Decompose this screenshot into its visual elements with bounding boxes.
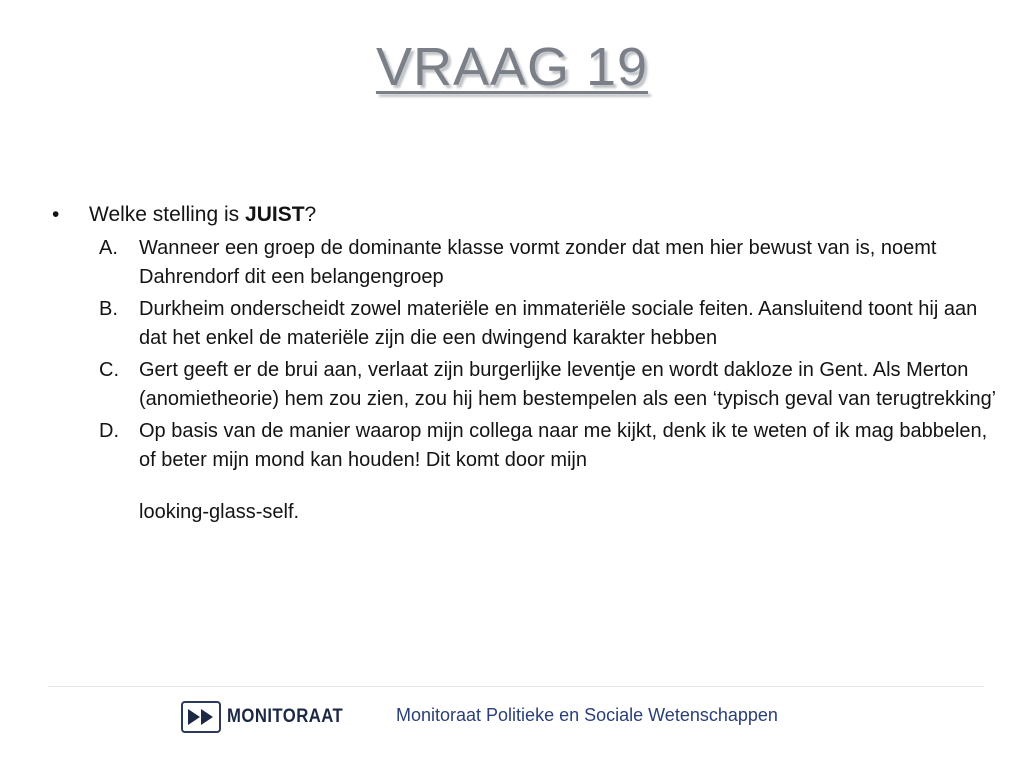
- option-letter: B.: [99, 298, 118, 320]
- footer-text: Monitoraat Politieke en Sociale Wetenschappen: [396, 705, 778, 725]
- question-prefix: Welke stelling is: [89, 203, 246, 226]
- option-letter: C.: [99, 359, 119, 381]
- option-text-d: [139, 417, 1009, 527]
- option-text: Wanneer een groep de dominante klasse vormt zonder dat men hier bewust van is, noemt Dahrendorf dit een belangengroep: [139, 237, 937, 288]
- option-b: [99, 295, 1012, 353]
- option-a: [99, 234, 1012, 292]
- fast-forward-icon: [181, 701, 221, 733]
- question: [52, 200, 1012, 230]
- bullet-point: •: [52, 203, 60, 226]
- option-text: Durkheim onderscheidt zowel materiële en immateriële sociale feiten. Aansluitend toont hij aan dat het enkel de materiële zijn die een dwingend karakter hebben: [139, 298, 978, 349]
- monitoraat-logo: [181, 701, 359, 733]
- question-text: [89, 200, 316, 230]
- option-c: [99, 356, 1012, 414]
- footer-divider: [48, 686, 984, 687]
- slide-content: [52, 200, 1012, 530]
- answer-options: [52, 234, 1012, 527]
- option-letter: A.: [99, 237, 118, 259]
- question-emphasis: JUIST: [245, 203, 305, 226]
- logo-text: MONITORAAT: [227, 706, 344, 727]
- option-d: [99, 417, 1012, 527]
- option-text: Op basis van de manier waarop mijn collega naar me kijkt, denk ik te weten of ik mag babbelen, of beter mijn mond kan houden! Dit komt door mijn: [139, 420, 988, 471]
- slide-title: VRAAG 19: [375, 37, 649, 97]
- option-text-continuation: looking-glass-self.: [139, 501, 300, 523]
- option-letter: D.: [99, 420, 119, 442]
- option-text: Gert geeft er de brui aan, verlaat zijn burgerlijke leventje en wordt dakloze in Gent. Als Merton (anomietheorie) hem zou zien, zou hij hem bestempelen als een ‘typisch geval van terugtrekking’: [139, 359, 997, 410]
- question-suffix: ?: [304, 203, 317, 226]
